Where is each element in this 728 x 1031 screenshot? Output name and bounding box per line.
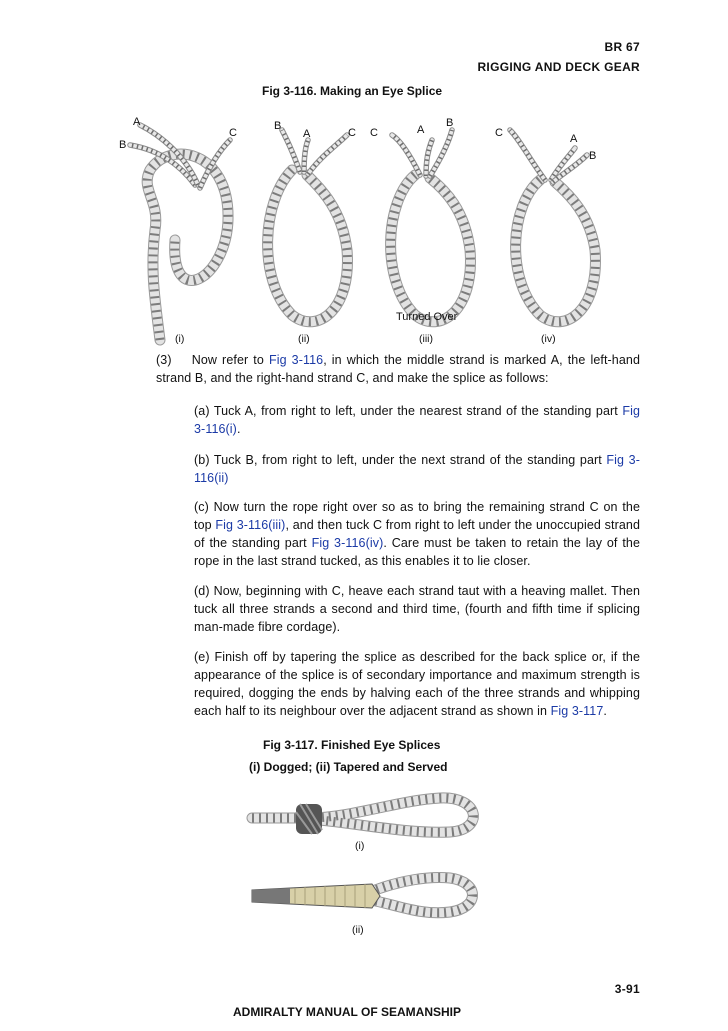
step-text: , and then tuck C from right to left under the unoccupied strand of the standing part xyxy=(194,518,640,550)
footer-title: ADMIRALTY MANUAL OF SEAMANSHIP xyxy=(233,1005,461,1019)
link-fig-3-117[interactable]: Fig 3-117 xyxy=(550,704,604,718)
section-title: RIGGING AND DECK GEAR xyxy=(477,60,640,74)
tapered-served-eye-splice xyxy=(252,878,473,913)
fig117-subcaption: (i) Dogged; (ii) Tapered and Served xyxy=(249,760,448,774)
strand-label-b-ii: B xyxy=(274,120,282,132)
panel-label-iii: (iii) xyxy=(419,333,433,345)
step-text: (e) Finish off by tapering the splice as described for the back splice or, if the appearance of the splice is of secondary importance and maximum strength is required, dogging the ends by halving each of the three strands and whipping each half to its neighbour over the adjacent strand as shown in xyxy=(194,650,640,718)
doc-ref: BR 67 xyxy=(604,40,640,54)
strand-label-b-iv: B xyxy=(589,150,597,162)
fig116-caption: Fig 3-116. Making an Eye Splice xyxy=(262,84,443,98)
fig116-illustration xyxy=(0,110,728,340)
fig117-label-ii: (ii) xyxy=(352,924,364,936)
step-text: (b) Tuck B, from right to left, under the next strand of the standing part xyxy=(194,453,607,467)
step-a xyxy=(194,402,640,438)
fig117-illustration xyxy=(0,790,728,950)
para-number: (3) xyxy=(156,353,172,367)
step-e xyxy=(194,648,640,720)
strand-label-a-iv: A xyxy=(570,133,578,145)
strand-label-c-i: C xyxy=(229,127,237,139)
strand-label-c-iv: C xyxy=(495,127,503,139)
eye-splice-panel-iv xyxy=(510,130,595,322)
link-fig-3-116-iii[interactable]: Fig 3-116(iii) xyxy=(215,518,286,532)
step-text: (c) Now turn the rope right over so as to bring the remaining strand C on the top xyxy=(194,500,640,532)
strand-label-a-iii: A xyxy=(417,124,425,136)
step-b xyxy=(194,451,640,487)
page-number: 3-91 xyxy=(614,982,640,996)
eye-splice-panel-i xyxy=(130,125,230,340)
dogged-eye-splice xyxy=(252,798,473,834)
step-text: (a) Tuck A, from right to left, under the nearest strand of the standing part xyxy=(194,404,623,418)
paragraph-3 xyxy=(156,351,640,387)
step-text: . xyxy=(236,422,241,436)
step-text: . Care must be taken to retain the lay of the rope in the last strand tucked, as this enables it to lie closer. xyxy=(194,536,641,568)
fig117-caption: Fig 3-117. Finished Eye Splices xyxy=(263,738,441,752)
link-fig-3-116[interactable]: Fig 3-116 xyxy=(268,353,324,367)
strand-label-b-i: B xyxy=(119,139,127,151)
step-text: . xyxy=(603,704,607,718)
fig117-label-i: (i) xyxy=(355,840,365,852)
strand-label-a-ii: A xyxy=(303,128,311,140)
strand-label-b-iii: B xyxy=(446,117,454,129)
strand-label-c-iii: C xyxy=(370,127,378,139)
panel-label-ii: (ii) xyxy=(298,333,310,345)
panel-label-iv: (iv) xyxy=(541,333,556,345)
turned-over-label: Turned Over xyxy=(396,311,458,323)
strand-label-c-ii: C xyxy=(348,127,356,139)
link-fig-3-116-iv[interactable]: Fig 3-116(iv) xyxy=(311,536,384,550)
strand-label-a-i: A xyxy=(133,116,141,128)
para-text: , in which the middle strand is marked A, the left-hand strand B, and the right-hand strand C, and make the splice as follows: xyxy=(156,353,640,385)
step-d xyxy=(194,582,640,636)
para-text: Now refer to xyxy=(191,353,269,367)
step-c xyxy=(194,498,640,570)
eye-splice-panel-ii xyxy=(268,130,348,322)
link-fig-3-116-ii[interactable]: Fig 3-116(ii) xyxy=(194,453,640,485)
panel-label-i: (i) xyxy=(175,333,185,345)
link-fig-3-116-i[interactable]: Fig 3-116(i) xyxy=(194,404,640,436)
eye-splice-panel-iii xyxy=(391,130,471,322)
step-text: (d) Now, beginning with C, heave each strand taut with a heaving mallet. Then tuck all three strands a second and third time, (fourth and fifth time if splicing man-made fibre cordage). xyxy=(194,584,640,634)
